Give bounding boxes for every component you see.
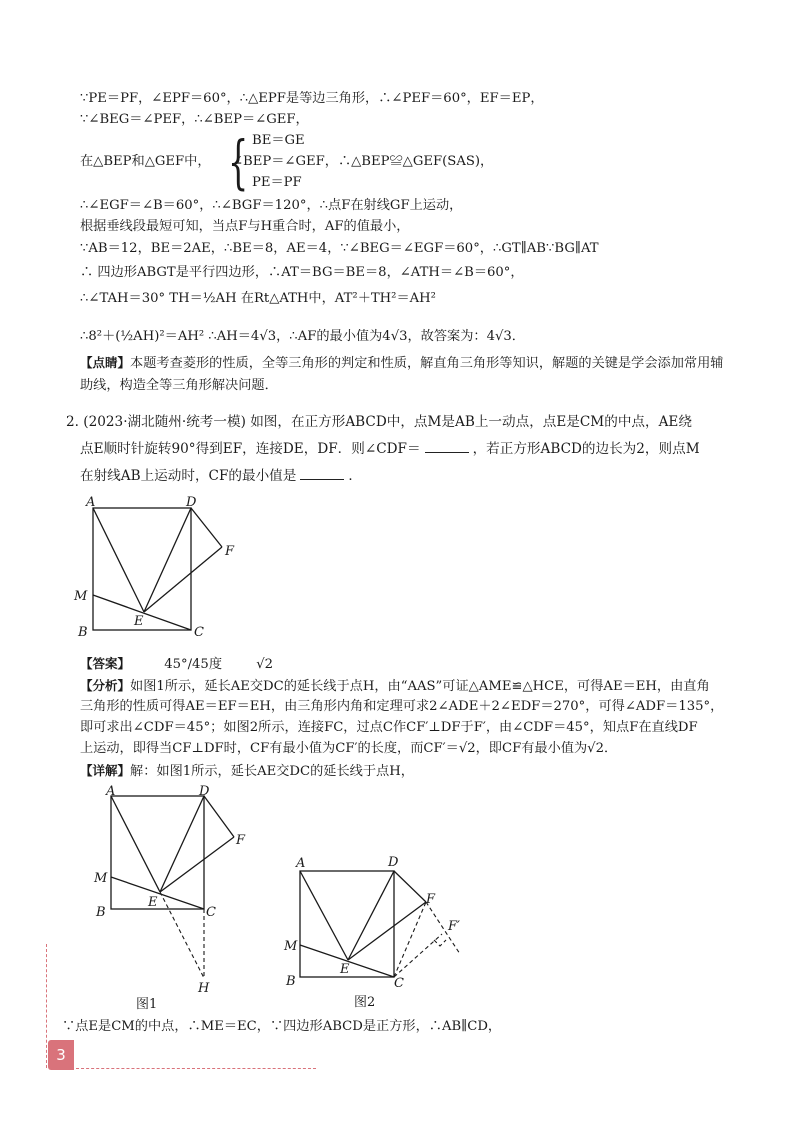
fig2-label-m: M <box>284 939 298 954</box>
comment-text-1: 本题考查菱形的性质，全等三角形的判定和性质，解直角三角形等知识，解题的关键是学会添加常用辅 <box>130 356 724 371</box>
fig2-right-angle-mark <box>434 940 446 946</box>
fig2-label-c: C <box>394 976 404 991</box>
fig1-label-c: C <box>206 905 216 920</box>
solution-line-6: ∵AB＝12，BE＝2AE，∴BE＝8，AE＝4，∵∠BEG＝∠EGF＝60°，∴GT∥AB∵BG∥AT <box>80 241 599 256</box>
analysis-tag: 【分析】 <box>80 678 131 693</box>
label-e: E <box>134 614 144 629</box>
segment-ef <box>144 547 222 612</box>
segment-ae <box>93 508 144 612</box>
answer-value-1: 45°/45度 <box>164 657 223 672</box>
fig2-label-f: F <box>426 892 436 907</box>
question2-line-1: 2. (2023·湖北随州·统考一模) 如图，在正方形ABCD中，点M是AB上一动点，点E是CM的中点，AE绕 <box>66 414 692 430</box>
fig1-segment-ef <box>160 837 234 892</box>
answer-line <box>80 655 273 674</box>
question2-text-3a: 在射线AB上运动时，CF的最小值是 <box>80 468 297 484</box>
fig1-label-h: H <box>198 981 210 996</box>
solution-line-9: ∴8²＋(½AH)²＝AH² ∴AH＝4√3，∴AF的最小值为4√3，故答案为：4√3． <box>80 329 525 344</box>
solution-line-3-prefix: 在△BEP和△GEF中， <box>80 154 211 169</box>
page-footer-dashed-line <box>76 1068 316 1069</box>
fig2-segment-ae <box>300 871 348 960</box>
system-brace: { <box>228 128 249 196</box>
solution-line-2: ∵∠BEG＝∠PEF，∴∠BEP＝∠GEF， <box>80 112 309 127</box>
comment-tag: 【点睛】 <box>80 355 131 370</box>
fig2-segment-de <box>348 871 394 960</box>
condition-2: ∠BEP＝∠GEF，∴△BEP≌△GEF(SAS)， <box>232 154 494 169</box>
fig1-label-f: F <box>236 833 246 848</box>
fig1-extension-eh <box>160 892 204 978</box>
fig1-segment-ae <box>111 796 160 892</box>
label-b: B <box>78 625 88 640</box>
fig1-segment-df <box>204 796 234 837</box>
fig2-label-a: A <box>296 856 306 871</box>
segment-de <box>144 508 191 612</box>
question2-text-3b: ． <box>348 468 362 484</box>
label-a: A <box>86 495 96 510</box>
fig1-segment-mc <box>111 877 204 909</box>
question2-text-2b: ，若正方形ABCD的边长为2，则点M <box>472 441 700 457</box>
label-d: D <box>186 495 197 510</box>
label-c: C <box>194 625 204 640</box>
comment-line-1 <box>80 354 723 373</box>
detail-tag: 【详解】 <box>80 763 131 778</box>
solution-line-7: ∴ 四边形ABGT是平行四边形，∴AT＝BG＝BE＝8，∠ATH＝∠B＝60°， <box>80 265 524 280</box>
solution-line-8: ∴∠TAH＝30° TH＝½AH 在Rt△ATH中，AT²＋TH²＝AH² <box>80 291 436 306</box>
fig1-label-b: B <box>96 905 106 920</box>
analysis-line-2: 三角形的性质可得AE＝EF＝EH，由三角形内角和定理可求2∠ADE＋2∠EDF＝270°，可得∠ADF＝135°， <box>80 699 724 714</box>
figure-1 <box>90 782 260 1012</box>
question2-text-2a: 点E顺时针旋转90°得到EF，连接DE，DF．则∠CDF＝ <box>80 441 421 457</box>
solution-line-5: 根据垂线段最短可知，当点F与H重合时，AF的值最小， <box>80 219 410 234</box>
condition-1: BE＝GE <box>252 133 305 148</box>
analysis-line-3: 即可求出∠CDF＝45°；如图2所示，连接FC，过点C作CF′⊥DF于F′，由∠CDF＝45°，知点F在直线DF <box>80 720 698 735</box>
fig2-label-d: D <box>388 855 399 870</box>
solution-line-1: ∵PE＝PF，∠EPF＝60°，∴△EPF是等边三角形，∴∠PEF＝60°，EF＝EP， <box>80 91 544 106</box>
fig1-square <box>111 796 204 909</box>
answer-blank-1[interactable] <box>425 440 469 453</box>
fig2-segment-ef <box>348 902 426 960</box>
page-number-badge: 3 <box>48 1040 74 1070</box>
analysis-text-1: 如图1所示，延长AE交DC的延长线于点H，由“AAS”可证△AME≌△HCE，可得AE＝EH，由直角 <box>130 679 710 694</box>
condition-3: PE＝PF <box>252 175 302 190</box>
question2-line-2 <box>80 440 700 458</box>
fig1-label-a: A <box>106 784 116 799</box>
fig2-label-e: E <box>340 962 350 977</box>
answer-tag: 【答案】 <box>80 656 131 671</box>
fig2-label-fprime: F′ <box>448 919 460 934</box>
fig2-segment-df <box>394 871 426 902</box>
question2-line-3 <box>80 467 362 485</box>
fig1-caption: 图1 <box>136 997 158 1012</box>
detail-text-1: 解：如图1所示，延长AE交DC的延长线于点H， <box>130 764 414 779</box>
fig1-label-d: D <box>199 784 210 799</box>
comment-line-2: 助线，构造全等三角形解决问题． <box>80 378 278 393</box>
fig1-label-m: M <box>94 871 108 886</box>
analysis-line-4: 上运动，即得当CF⊥DF时，CF有最小值为CF′的长度，而CF′＝√2，即CF有最小值为√2． <box>80 741 618 756</box>
detail-last-line: ∵点E是CM的中点，∴ME＝EC，∵四边形ABCD是正方形，∴AB∥CD， <box>62 1019 502 1034</box>
solution-line-4: ∴∠EGF＝∠B＝60°，∴∠BGF＝120°，∴点F在射线GF上运动， <box>80 198 463 213</box>
label-f: F <box>225 544 235 559</box>
fig2-label-b: B <box>286 974 296 989</box>
question-figure <box>70 492 250 642</box>
answer-value-2: √2 <box>256 657 274 672</box>
label-m: M <box>74 589 88 604</box>
figure-2 <box>282 850 482 1015</box>
answer-blank-2[interactable] <box>300 467 344 480</box>
page-margin-dashed-line <box>46 944 47 1068</box>
fig1-label-e: E <box>148 895 158 910</box>
detail-line-1 <box>80 762 414 781</box>
square-abcd <box>93 508 191 630</box>
segment-df <box>191 508 222 547</box>
analysis-line-1 <box>80 677 710 696</box>
fig2-caption: 图2 <box>354 995 376 1010</box>
fig1-segment-de <box>160 796 204 892</box>
